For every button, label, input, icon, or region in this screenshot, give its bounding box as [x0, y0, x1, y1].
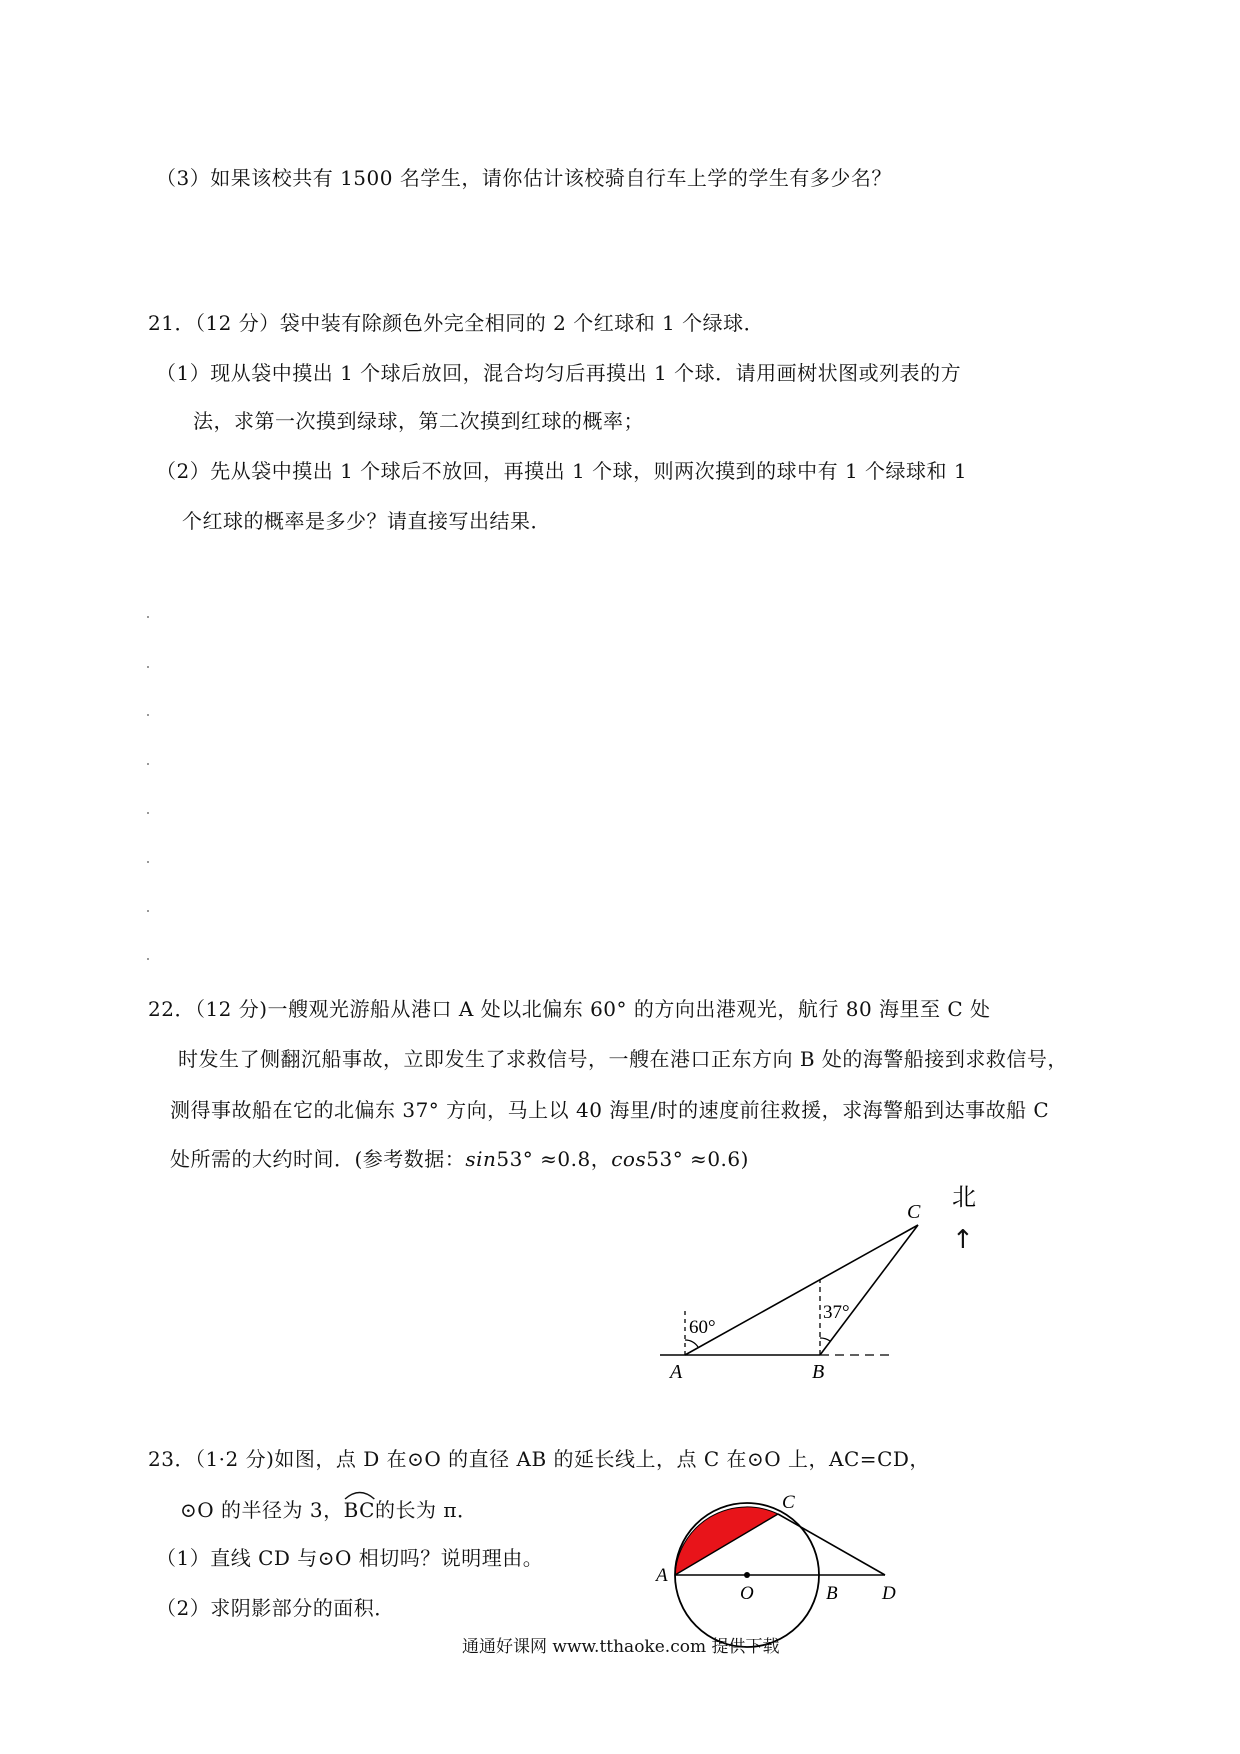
angle-label-a: 60°	[689, 1317, 716, 1338]
point-label-b: B	[826, 1583, 838, 1604]
arc-bc-notation	[344, 1498, 375, 1522]
blank-line-marker	[147, 861, 149, 863]
blank-line-marker	[147, 812, 149, 814]
footer-credit: 通通好课网 www.tthaoke.com 提供下载	[462, 1637, 780, 1657]
point-label-b: B	[812, 1361, 825, 1383]
sin-label: sin	[465, 1147, 497, 1171]
q23-part2: （2）求阴影部分的面积．	[156, 1596, 395, 1620]
arc-bc-label: BC	[343, 1498, 375, 1522]
blank-line-marker	[147, 763, 149, 765]
q21-part2-line1: （2）先从袋中摸出 1 个球后不放回，再摸出 1 个球，则两次摸到的球中有 1 个绿球和 1	[156, 459, 968, 483]
q22-line4-mid: 53° ≈0.8，	[496, 1147, 612, 1171]
point-label-a: A	[656, 1565, 668, 1586]
q22-line4-pre: 处所需的大约时间．(参考数据：	[170, 1147, 466, 1171]
q21-part1-line2: 法，求第一次摸到绿球，第二次摸到红球的概率；	[193, 409, 644, 433]
point-label-a: A	[670, 1361, 683, 1383]
point-label-o: O	[740, 1583, 754, 1604]
angle-arc-b	[820, 1338, 830, 1341]
arc-mark-icon	[344, 1490, 375, 1500]
q23-line2-pre: ⊙O 的半径为 3，	[180, 1498, 344, 1522]
q21-part1-line1: （1）现从袋中摸出 1 个球后放回，混合均匀后再摸出 1 个球．请用画树状图或列表的方	[156, 361, 962, 385]
point-label-d: D	[882, 1583, 896, 1604]
q22-line1: 22．（12 分)一艘观光游船从港口 A 处以北偏东 60° 的方向出港观光，航行 80 海里至 C 处	[148, 997, 991, 1021]
q20-part3: （3）如果该校共有 1500 名学生，请你估计该校骑自行车上学的学生有多少名？	[156, 166, 892, 190]
q23-figure	[650, 1478, 910, 1658]
q22-figure	[660, 1180, 990, 1390]
q23-line2	[180, 1494, 477, 1523]
q22-line3: 测得事故船在它的北偏东 37° 方向，马上以 40 海里/时的速度前往救援，求海警船到达事故船 C	[170, 1098, 1050, 1122]
q21-header: 21．（12 分）袋中装有除颜色外完全相同的 2 个红球和 1 个绿球．	[148, 311, 765, 335]
line-bc	[820, 1225, 918, 1355]
blank-line-marker	[147, 666, 149, 668]
blank-line-marker	[147, 616, 149, 618]
angle-arc-a	[685, 1340, 698, 1347]
line-ac	[685, 1225, 918, 1355]
shaded-segment	[675, 1507, 778, 1575]
q23-line1: 23．（1·2 分)如图，点 D 在⊙O 的直径 AB 的延长线上，点 C 在⊙O 上，AC=CD，	[148, 1447, 930, 1471]
blank-line-marker	[147, 958, 149, 960]
q22-line4	[170, 1143, 749, 1172]
point-label-c: C	[907, 1201, 921, 1223]
angle-label-b: 37°	[823, 1302, 850, 1323]
north-label: 北	[952, 1185, 976, 1211]
center-point	[744, 1572, 750, 1578]
line-cd	[778, 1514, 885, 1575]
point-label-c: C	[782, 1492, 795, 1513]
cos-label: cos	[611, 1147, 647, 1171]
q21-part2-line2: 个红球的概率是多少？请直接写出结果．	[182, 509, 551, 533]
q22-line2: 时发生了侧翻沉船事故，立即发生了求救信号，一艘在港口正东方向 B 处的海警船接到求救信号，	[178, 1047, 1068, 1071]
q22-line4-post: 53° ≈0.6)	[646, 1147, 749, 1171]
q23-part1: （1）直线 CD 与⊙O 相切吗？说明理由。	[156, 1546, 544, 1570]
blank-line-marker	[147, 910, 149, 912]
q23-line2-post: 的长为 π．	[374, 1498, 478, 1522]
north-arrow-icon: ↑	[952, 1225, 975, 1255]
blank-line-marker	[147, 714, 149, 716]
